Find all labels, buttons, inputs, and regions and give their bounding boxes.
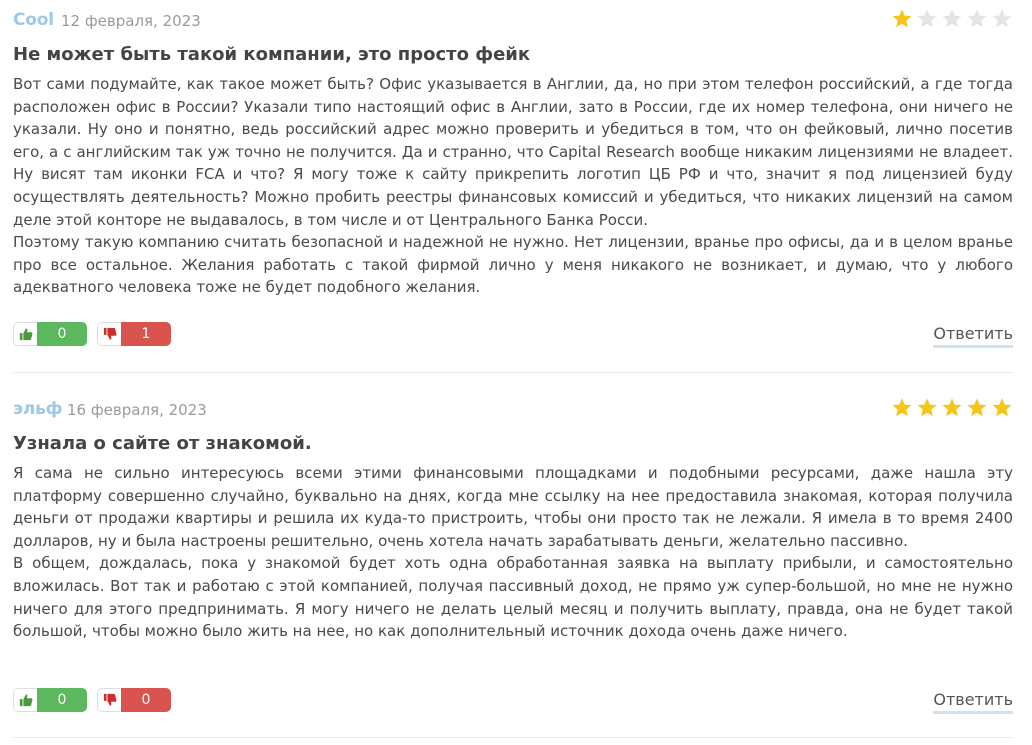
thumbs-up-icon (13, 322, 37, 346)
vote-buttons (13, 322, 171, 346)
review-body (13, 73, 1013, 299)
dislike-button[interactable] (97, 322, 171, 346)
like-button[interactable] (13, 322, 87, 346)
star-icon (891, 397, 913, 419)
star-icon (941, 8, 963, 30)
review-title: Узнала о сайте от знакомой. (13, 433, 312, 454)
reply-link[interactable]: Ответить (933, 324, 1013, 348)
review-paragraph: Вот сами подумайте, как такое может быть? Офис указывается в Англии, да, но при этом телефон российский, а где тогда расположен офис в России? Указали типо настоящий офис в Англии, зато в России, где их номер телефона, они ничего не указали. Ну оно и понятно, ведь российский адрес можно проверить и убедиться в том, что он фейковый, лично посетив его, а с английским так уж точно не получится. Да и странно, что Capital Research вообще никаким лицензиями не владеет. Ну висят там иконки FCA и что? Я могу тоже к сайту прикрепить логотип ЦБ РФ и что, значит я под лицензией буду осуществлять деятельность? Можно пробить реестры финансовых комиссий и убедиться, что никаких лицензий на самом деле этой конторе не выдавалось, в том числе и от Центрального Банка Росси. (13, 75, 1013, 229)
review-body (13, 462, 1013, 643)
review-paragraph: Я сама не сильно интересуюсь всеми этими финансовыми площадками и подобными ресурсами, даже нашла эту платформу совершенно случайно, буквально на днях, когда мне ссылку на нее предоставила знакомая, которая получила деньги от продажи квартиры и решила их куда-то пристроить, чтобы они просто так не лежали. Я имела в то время 2400 долларов, ну и была настроены решительно, очень хотела начать зарабатывать деньги, желательно пассивно. (13, 464, 1013, 550)
rating-stars (891, 397, 1013, 419)
star-icon (991, 8, 1013, 30)
dislike-button[interactable] (97, 688, 171, 712)
thumbs-up-icon (13, 688, 37, 712)
review-divider (13, 372, 1013, 373)
review-title: Не может быть такой компании, это просто фейк (13, 44, 531, 65)
review-date: 12 февраля, 2023 (61, 12, 201, 30)
review-header (13, 0, 1013, 40)
reply-link[interactable]: Ответить (933, 690, 1013, 714)
review-header (13, 389, 1013, 429)
review-author[interactable]: эльф (13, 399, 63, 419)
like-count: 0 (37, 322, 87, 346)
dislike-count: 0 (121, 688, 171, 712)
vote-buttons (13, 688, 171, 712)
star-icon (991, 397, 1013, 419)
review-paragraph: В общем, дождалась, пока у знакомой будет хоть одна обработанная заявка на выплату прибыли, и самостоятельно вложилась. Вот так и работаю с этой компанией, получая пассивный доход, не прямо уж супер-большой, но мне не нужно ничего для этого предпринимать. Я могу ничего не делать целый месяц и получить выплату, правда, она не будет такой большой, чтобы можно было жить на нее, но как дополнительный источник дохода очень даже ничего. (13, 554, 1013, 641)
thumbs-down-icon (97, 322, 121, 346)
star-icon (916, 397, 938, 419)
review-date: 16 февраля, 2023 (67, 401, 207, 419)
review-author[interactable]: Cool (13, 10, 54, 30)
dislike-count: 1 (121, 322, 171, 346)
like-count: 0 (37, 688, 87, 712)
rating-stars (891, 8, 1013, 30)
review-paragraph: Поэтому такую компанию считать безопасной и надежной не нужно. Нет лицензии, вранье про офисы, да и в целом вранье про все остальное. Желания работать с такой фирмой лично у меня никакого не возникает, и думаю, что у любого адекватного человека тоже не будет подобного желания. (13, 233, 1013, 297)
star-icon (941, 397, 963, 419)
thumbs-down-icon (97, 688, 121, 712)
star-icon (966, 397, 988, 419)
review-divider (13, 737, 1013, 738)
star-icon (916, 8, 938, 30)
star-icon (966, 8, 988, 30)
star-icon (891, 8, 913, 30)
review-item (13, 389, 1013, 709)
like-button[interactable] (13, 688, 87, 712)
review-item (13, 0, 1013, 343)
